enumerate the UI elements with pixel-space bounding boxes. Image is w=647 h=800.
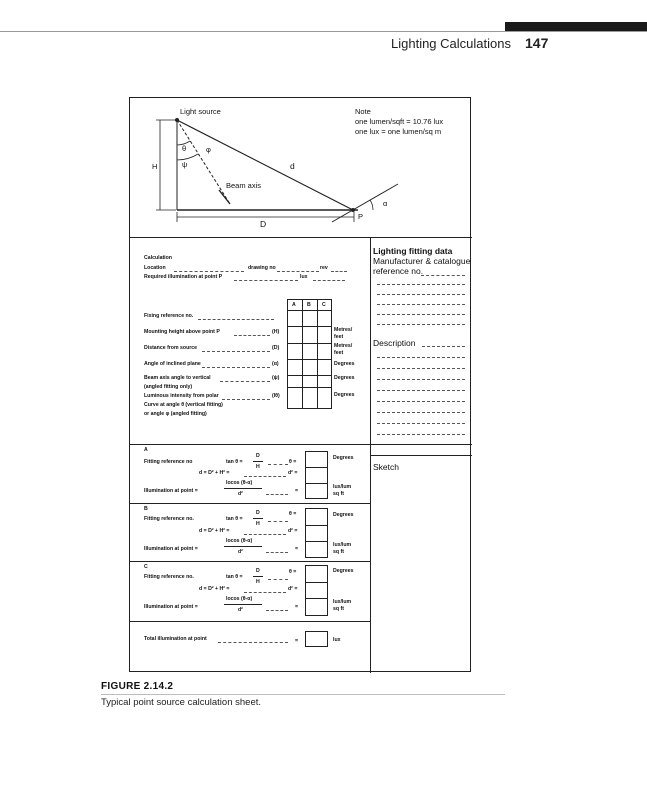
sketch-divider [370,455,472,456]
header-rule-dark [505,22,647,31]
figure-rule [101,694,505,695]
section-c-divider [130,561,370,562]
curve-line2: or angle φ (angled fitting) [144,411,207,417]
alpha-label: α [383,199,388,208]
unit-feet-1: feet [334,334,344,340]
luminous-code: (Iθ) [272,393,280,399]
unit-feet-2: feet [334,350,344,356]
note-line1: one lumen/sqft = 10.76 lux [355,117,444,126]
psi-label: ψ [182,160,188,169]
mounting-height-code: (H) [272,329,280,335]
point-p [351,208,355,212]
header-rule [0,31,647,32]
unit-degrees-3: Degrees [334,392,355,398]
h-label: H [152,162,158,171]
note-title: Note [355,107,371,116]
theta-label: θ [182,144,187,153]
unit-metres-2: Metres/ [334,343,353,349]
distance-code: (D) [272,345,280,351]
note-line2: one lux = one lumen/sq m [355,127,442,136]
section-a-divider [130,444,472,445]
fitting-line1: Manufacturer & catalogue [373,256,471,266]
beam-axis-solid [219,190,230,204]
section-b-result-box [305,508,328,558]
calculation-sheet: Light source Note one lumen/sqft = 10.76 lux one lux = one lumen/sq m θ φ ψ H d Beam axis P α D Calculation Location drawing no rev Required illumination at point P lux A B C Fixing reference no. Mounting height above point P (H) Distance from source (D) Angle of inclined plane (α) Beam axis angle to vertical (ψ) (angled fitting only) Luminous intensity from polar (Iθ) Curve at angle θ (vertical fitting) or angle φ (angled fitting) Metres/ feet Metres/ feet Degrees Degrees Degrees Lighting fitting data Manufacturer & catalogue reference no. Description Sketch A Fitting reference no tan θ = D H θ = d = D² + H² = d² = Iocos (θ-α) Illumination at point = d² = Degrees lux/lum sq ft B Fitting reference no. tan θ = D H θ = d = D² + H² = d² = Iocos (θ-α) Illumination at point = d² = Degrees lux/lum sq ft C Fitting reference no. tan θ = D H θ = d = D² + H² = d² = Iocos (θ-α) Illumination at point = d² = Degrees lux/lum sq ft Total illumination at point = lux [129,97,471,672]
unit-degrees-1: Degrees [334,361,355,367]
col-b-header: B [307,302,311,308]
arc-psi [177,154,198,160]
fixing-ref-label: Fixing reference no. [144,313,194,319]
beam-axis-label: Beam axis [226,181,262,190]
description-label: Description [373,338,416,348]
diagram-divider [130,237,472,238]
location-label: Location [144,265,166,271]
fitting-line2: reference no. [373,266,424,276]
section-c-result-box [305,565,328,616]
abc-table [287,299,332,409]
section-a-result-box [305,451,328,499]
figure-description: Typical point source calculation sheet. [101,697,262,708]
total-result-box [305,631,328,647]
angle-plane-label: Angle of inclined plane [144,361,201,367]
d-big-label: D [260,219,267,229]
drawing-no-label: drawing no [248,265,276,271]
beam-angle-label: Beam axis angle to vertical [144,375,211,381]
total-label: Total illumination at point [144,636,207,642]
arc-alpha [370,200,373,210]
total-unit: lux [333,637,341,643]
total-divider [130,621,370,622]
angle-plane-code: (α) [272,361,279,367]
unit-degrees-2: Degrees [334,375,355,381]
page-number: 147 [525,35,549,51]
required-illum-label: Required illumination at point P [144,274,223,280]
light-source-point [175,118,179,122]
col-a-header: A [292,302,296,308]
mounting-height-label: Mounting height above point P [144,329,220,335]
figure-caption: FIGURE 2.14.2 [101,681,174,692]
col-c-header: C [322,302,326,308]
beam-angle-code: (ψ) [272,375,280,381]
rev-label: rev [320,265,328,271]
inclined-plane [332,184,398,222]
unit-metres-1: Metres/ [334,327,353,333]
light-source-label: Light source [180,107,221,116]
angled-only-label: (angled fitting only) [144,384,193,390]
ray-d [177,120,353,210]
luminous-label: Luminous intensity from polar [144,393,219,399]
running-title: Lighting Calculations [391,36,511,51]
fitting-data-title: Lighting fitting data [373,246,453,256]
d-small-label: d [290,161,295,171]
curve-line1: Curve at angle θ (vertical fitting) [144,402,223,408]
required-lux-label: lux [300,274,308,280]
phi-label: φ [206,145,211,154]
distance-label: Distance from source [144,345,198,351]
p-label: P [358,212,364,221]
sketch-label: Sketch [373,462,399,472]
total-eq: = [295,638,299,644]
calculation-label: Calculation [144,255,172,261]
section-b-divider [130,503,370,504]
